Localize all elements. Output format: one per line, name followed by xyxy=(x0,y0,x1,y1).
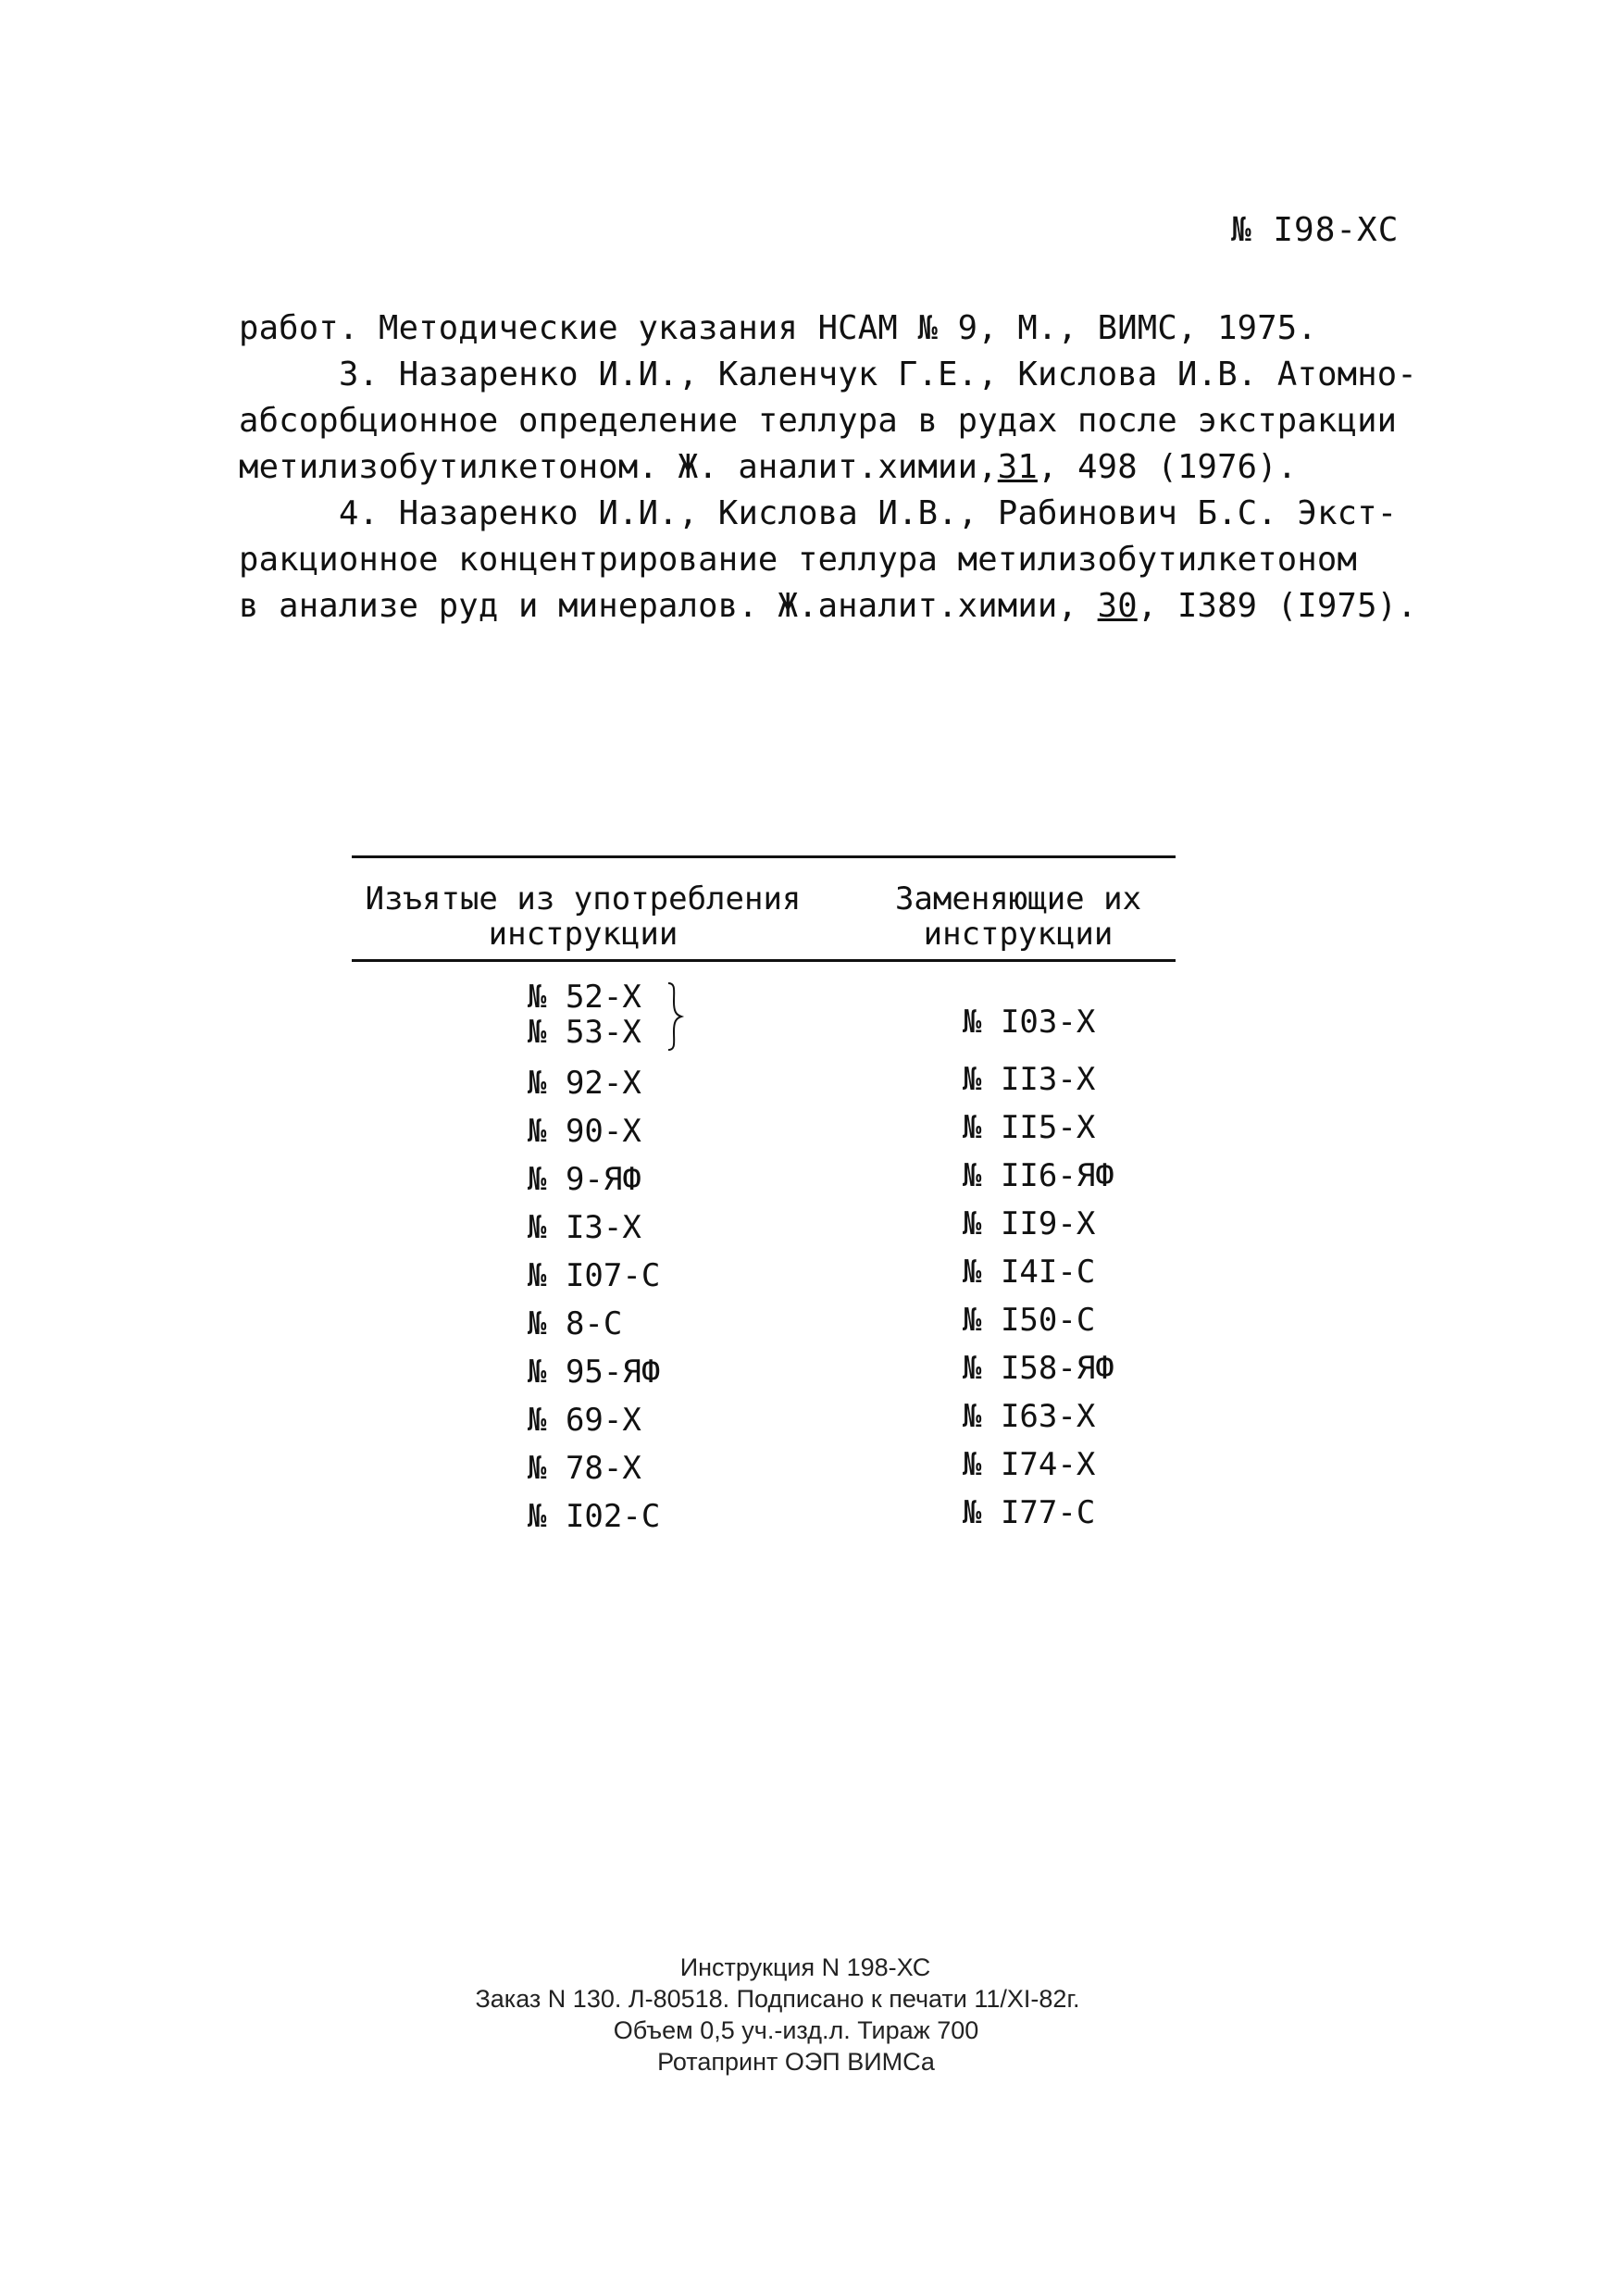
replacing-entry: № I58-ЯФ xyxy=(963,1350,1114,1387)
withdrawn-entry: № 78-Х xyxy=(528,1450,641,1487)
replacing-entry: № II6-ЯФ xyxy=(963,1157,1114,1194)
reference-line xyxy=(239,583,1417,630)
replacing-entry: № II5-Х xyxy=(963,1109,1096,1146)
withdrawn-entry: № 90-Х xyxy=(528,1113,641,1150)
withdrawn-entry: № I3-Х xyxy=(528,1209,641,1246)
header-text: Изъятые из употребления xyxy=(365,880,802,917)
reference-text: метилизобутилкетоном. Ж. аналит.химии, xyxy=(239,448,998,486)
right-brace-icon xyxy=(665,981,685,1052)
volume-number: 31 xyxy=(997,448,1038,486)
imprint-line: Заказ N 130. Л-80518. Подписано к печати 11/XI-82г. xyxy=(475,1985,1080,2013)
reference-line: 3. Назаренко И.И., Каленчук Г.Е., Кислова И.В. Атомно- xyxy=(339,356,1417,393)
reference-text: в анализе руд и минералов. Ж.аналит.химии, xyxy=(239,587,1098,625)
reference-list xyxy=(239,306,1417,630)
replacing-entry: № I50-С xyxy=(963,1302,1096,1339)
table-top-rule xyxy=(352,855,1176,858)
withdrawn-entry: № 52-Х xyxy=(528,979,641,1016)
reference-line: работ. Методические указания НСАМ № 9, М., ВИМС, 1975. xyxy=(239,309,1317,347)
table-header-rule xyxy=(352,959,1176,962)
replacing-entry: № I03-Х xyxy=(963,1004,1096,1041)
imprint xyxy=(278,1952,1277,2078)
withdrawn-entry: № 69-Х xyxy=(528,1402,641,1439)
withdrawn-entry: № 53-Х xyxy=(528,1014,641,1051)
reference-line: абсорбционное определение теллура в рудах после экстракции xyxy=(239,402,1398,440)
replacing-entry: № I63-Х xyxy=(963,1398,1096,1435)
withdrawn-entry: № 95-ЯФ xyxy=(528,1354,661,1391)
replacing-entry: № I4I-С xyxy=(963,1254,1096,1291)
withdrawn-entry: № 92-Х xyxy=(528,1065,641,1102)
table-header-replacing xyxy=(861,881,1176,952)
withdrawn-entry: № I02-С xyxy=(528,1498,661,1535)
grouped-entries xyxy=(528,980,660,1059)
withdrawn-entry: № I07-С xyxy=(528,1257,661,1294)
header-text: инструкции xyxy=(923,916,1114,953)
withdrawn-entry: № 9-ЯФ xyxy=(528,1161,641,1198)
imprint-line: Объем 0,5 уч.-изд.л. Тираж 700 xyxy=(613,2016,979,2044)
imprint-line: Ротапринт ОЭП ВИМСа xyxy=(657,2048,935,2076)
reference-text: , I389 (I975). xyxy=(1137,587,1417,625)
withdrawn-column xyxy=(528,980,660,1541)
imprint-line: Инструкция N 198-ХС xyxy=(679,1953,931,1981)
replacing-column xyxy=(963,989,1114,1537)
reference-text: , 498 (1976). xyxy=(1037,448,1298,486)
replacing-entry: № I74-Х xyxy=(963,1446,1096,1483)
reference-line: ракционное концентрирование теллура метилизобутилкетоном xyxy=(239,541,1358,579)
header-text: инструкции xyxy=(488,916,678,953)
replacing-entry: № I77-С xyxy=(963,1494,1096,1531)
volume-number: 30 xyxy=(1097,587,1138,625)
reference-line: 4. Назаренко И.И., Кислова И.В., Рабинович Б.С. Экст- xyxy=(339,494,1398,532)
page-number: № I98-ХС xyxy=(1231,211,1400,249)
header-text: Заменяющие их xyxy=(894,880,1142,917)
table-header-withdrawn xyxy=(352,881,815,952)
replacing-entry: № II3-Х xyxy=(963,1061,1096,1098)
replacing-entry: № II9-Х xyxy=(963,1205,1096,1242)
withdrawn-entry: № 8-С xyxy=(528,1305,623,1342)
reference-line xyxy=(239,444,1396,491)
